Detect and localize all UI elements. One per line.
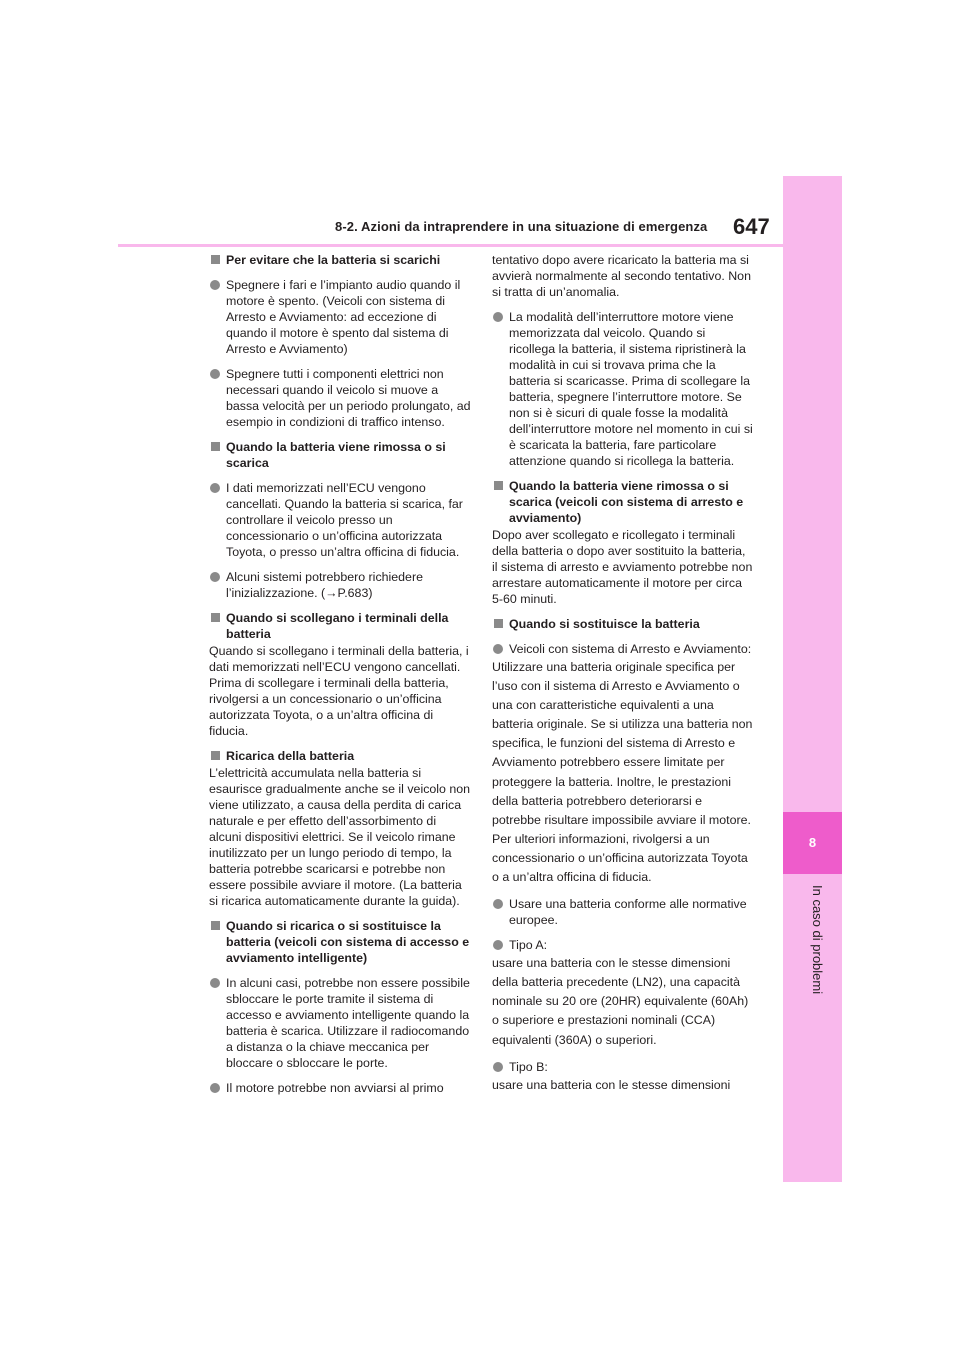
- section-heading: Quando si sostituisce la batteria: [492, 616, 754, 632]
- paragraph-continued: tentativo dopo avere ricaricato la batteria ma si avvierà normalmente al secondo tentativo. Non si tratta di un’anomalia.: [492, 253, 751, 299]
- paragraph: Dopo aver scollegato e ricollegato i terminali della batteria o dopo aver sostituito la batteria, il sistema di arresto e avviamento potrebbe non arrestare automaticamente il motore per circa 5-60 minuti.: [492, 528, 753, 606]
- bullet-item: Alcuni sistemi potrebbero richiedere l’inizializzazione. (→P.683): [209, 569, 471, 601]
- section-heading: Per evitare che la batteria si scarichi: [209, 252, 471, 268]
- bullet-item: Veicoli con sistema di Arresto e Avviamento:: [492, 641, 754, 657]
- chapter-number-tab: 8: [783, 812, 842, 874]
- header-divider: [118, 244, 783, 247]
- right-text-column: [492, 252, 754, 1095]
- paragraph: Quando si scollegano i terminali della batteria, i dati memorizzati nell’ECU vengono cancellati. Prima di scollegare i terminali della batteria, rivolgersi a un concessionario o un’officina autorizzata Toyota, o a un’altra officina di fiducia.: [209, 644, 469, 738]
- left-text-column: [209, 252, 471, 1096]
- chapter-side-tab: [783, 176, 842, 1182]
- bullet-item: Usare una batteria conforme alle normative europee.: [492, 896, 754, 928]
- section-heading: Quando la batteria viene rimossa o si scarica: [209, 439, 471, 471]
- paragraph: usare una batteria con le stesse dimensioni della batteria precedente (LN2), una capacità nominale su 20 ore (20HR) equivalente (60Ah) o superiore e prestazioni nominali (CCA) equivalenti (360A) o superiori.: [492, 956, 749, 1047]
- chapter-title-vertical: In caso di problemi: [810, 885, 825, 995]
- page-number: 647: [733, 214, 770, 239]
- section-heading: Quando si ricarica o si sostituisce la batteria (veicoli con sistema di accesso e avviamento intelligente): [209, 918, 471, 966]
- bullet-item: Spegnere i fari e l’impianto audio quando il motore è spento. (Veicoli con sistema di Arresto e Avviamento: ad eccezione di quando il motore è spento dal sistema di Arresto e Avviamento): [209, 277, 471, 357]
- paragraph: usare una batteria con le stesse dimensioni: [492, 1077, 731, 1092]
- bullet-item: Il motore potrebbe non avviarsi al primo: [209, 1080, 471, 1096]
- paragraph: Utilizzare una batteria originale specifica per l’uso con il sistema di Arresto e Avviamento o una con caratteristiche equivalenti a una batteria originale. Se si utilizza una batteria non specifica, le funzioni del sistema di Arresto e Avviamento potrebbero essere limitate per proteggere la batteria. Inoltre, le prestazioni della batteria potrebbero deteriorarsi e potrebbe risultare impossibile avviare il motore. Per ulteriori informazioni, rivolgersi a un concessionario o un’officina autorizzata Toyota o a un’altra officina di fiducia.: [492, 660, 753, 885]
- section-heading: Quando si scollegano i terminali della batteria: [209, 610, 471, 642]
- bullet-item: I dati memorizzati nell’ECU vengono cancellati. Quando la batteria si scarica, far controllare il veicolo presso un concessionario o un’officina autorizzata Toyota, o presso un’altra officina di fiducia.: [209, 480, 471, 560]
- bullet-item: Spegnere tutti i componenti elettrici non necessari quando il veicolo si muove a bassa velocità per un periodo prolungato, ad esempio in condizioni di traffico intenso.: [209, 366, 471, 430]
- section-heading: Quando la batteria viene rimossa o si scarica (veicoli con sistema di arresto e avviamento): [492, 478, 754, 526]
- bullet-item: Tipo A:: [492, 937, 754, 953]
- section-title: 8-2. Azioni da intraprendere in una situazione di emergenza: [335, 219, 708, 234]
- paragraph: L’elettricità accumulata nella batteria si esaurisce gradualmente anche se il veicolo non viene utilizzato, a causa della perdita di carica naturale e per effetto dell’assorbimento di alcuni dispositivi elettrici. Se il veicolo rimane inutilizzato per un lungo periodo di tempo, la batteria potrebbe scaricarsi e potrebbe non essere possibile avviare il motore. (La batteria si ricarica automaticamente durante la guida).: [209, 766, 471, 908]
- bullet-item: La modalità dell’interruttore motore viene memorizzata dal veicolo. Quando si ricollega la batteria, il sistema ripristinerà la modalità in cui si trovava prima che la batteria si scaricasse. Prima di scollegare la batteria, spegnere l’interruttore motore. Se non si è sicuri di quale fosse la modalità dell’interruttore motore nel momento in cui si è scaricata la batteria, fare particolare attenzione quando si ricollega la batteria.: [492, 309, 754, 469]
- bullet-item: In alcuni casi, potrebbe non essere possibile sbloccare le porte tramite il sistema di accesso e avviamento intelligente quando la batteria è scarica. Utilizzare il radiocomando a distanza o la chiave meccanica per bloccare o sbloccare le porte.: [209, 975, 471, 1071]
- section-heading: Ricarica della batteria: [209, 748, 471, 764]
- bullet-item: Tipo B:: [492, 1059, 754, 1075]
